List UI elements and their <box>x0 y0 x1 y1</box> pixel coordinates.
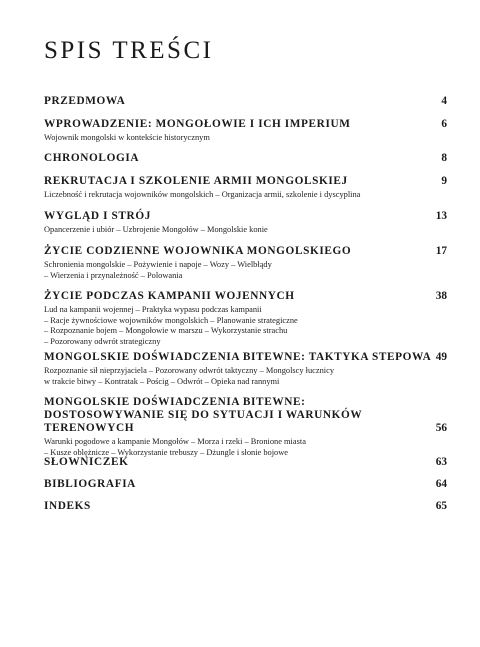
page-title: SPIS TREŚCI <box>44 37 214 64</box>
toc-subtopic-line: – Wierzenia i przynależność – Polowania <box>44 270 183 280</box>
toc-subtopics <box>44 437 384 458</box>
toc-subtopic-line: – Pozorowany odwrót strategiczny <box>44 336 161 346</box>
toc-entry[interactable] <box>44 396 447 458</box>
toc-entry[interactable] <box>44 118 447 144</box>
toc-entry[interactable] <box>44 290 447 347</box>
toc-subtopics <box>44 190 384 201</box>
toc-heading: PRZEDMOWA <box>44 95 126 107</box>
toc-heading: MONGOLSKIE DOŚWIADCZENIA BITEWNE: DOSTOSOWYWANIE SIĘ DO SYTUACJI I WARUNKÓW TERENOWYCH <box>44 396 363 434</box>
toc-subtopics <box>44 305 384 347</box>
toc-subtopic-line: Opancerzenie i ubiór – Uzbrojenie Mongołów – Mongolskie konie <box>44 225 268 234</box>
toc-entry[interactable] <box>44 175 447 201</box>
toc-page-number: 56 <box>435 422 447 434</box>
toc-subtopics <box>44 225 384 236</box>
toc-entry[interactable] <box>44 95 447 108</box>
toc-entry[interactable] <box>44 210 447 236</box>
toc-page-number: 9 <box>441 175 447 187</box>
toc-page-number: 64 <box>435 478 447 490</box>
toc-page-number: 6 <box>441 118 447 130</box>
toc-subtopics <box>44 133 384 144</box>
toc-subtopic-line: Liczebność i rekrutacja wojowników mongolskich – Organizacja armii, szkolenie i dyscyplina <box>44 190 361 199</box>
toc-subtopic-line: Schronienia mongolskie – Pożywienie i napoje – Wozy – Wielbłądy <box>44 260 272 269</box>
toc-subtopic-line: Rozpoznanie sił nieprzyjaciela – Pozorowany odwrót taktyczny – Mongolscy łucznicy <box>44 366 335 375</box>
toc-subtopic-line: Warunki pogodowe a kampanie Mongołów – Morza i rzeki – Bronione miasta <box>44 437 306 446</box>
toc-heading: CHRONOLOGIA <box>44 152 140 164</box>
toc-heading: WYGLĄD I STRÓJ <box>44 210 151 222</box>
toc-entry[interactable] <box>44 152 447 165</box>
toc-heading: SŁOWNICZEK <box>44 456 129 468</box>
toc-subtopic-line: w trakcie bitwy – Kontratak – Pościg – Odwrót – Opieka nad rannymi <box>44 376 280 386</box>
toc-heading: ŻYCIE CODZIENNE WOJOWNIKA MONGOLSKIEGO <box>44 245 352 257</box>
toc-subtopics <box>44 260 384 281</box>
toc-heading: REKRUTACJA I SZKOLENIE ARMII MONGOLSKIEJ <box>44 175 348 187</box>
toc-subtopic-line: – Racje żywnościowe wojowników mongolskich – Planowanie strategiczne <box>44 315 298 325</box>
toc-entry[interactable] <box>44 500 447 513</box>
toc-page-number: 49 <box>435 351 447 363</box>
toc-entry[interactable] <box>44 478 447 491</box>
toc-subtopic-line: – Rozpoznanie bojem – Mongołowie w marszu – Wykorzystanie strachu <box>44 326 288 335</box>
toc-page-number: 63 <box>435 456 447 468</box>
toc-entry[interactable] <box>44 351 447 387</box>
toc-heading: WPROWADZENIE: MONGOŁOWIE I ICH IMPERIUM <box>44 118 351 130</box>
toc-heading: MONGOLSKIE DOŚWIADCZENIA BITEWNE: TAKTYKA STEPOWA <box>44 351 432 363</box>
toc-entry[interactable] <box>44 245 447 281</box>
toc-subtopic-line: Wojownik mongolski w kontekście historycznym <box>44 133 210 142</box>
toc-heading: ŻYCIE PODCZAS KAMPANII WOJENNYCH <box>44 290 295 302</box>
toc-page-number: 13 <box>435 210 447 222</box>
toc-page-number: 4 <box>441 95 447 107</box>
toc-subtopic-line: – Kusze oblężnicze – Wykorzystanie trebuszy – Dżungle i słonie bojowe <box>44 447 289 457</box>
toc-subtopics <box>44 366 384 387</box>
toc-page-number: 8 <box>441 152 447 164</box>
toc-heading: BIBLIOGRAFIA <box>44 478 136 490</box>
toc-page-number: 17 <box>435 245 447 257</box>
toc-entry[interactable] <box>44 456 447 469</box>
toc-page-number: 65 <box>435 500 447 512</box>
toc-page-number: 38 <box>435 290 447 302</box>
toc-subtopic-line: Lud na kampanii wojennej – Praktyka wypasu podczas kampanii <box>44 305 262 314</box>
toc-heading: INDEKS <box>44 500 91 512</box>
